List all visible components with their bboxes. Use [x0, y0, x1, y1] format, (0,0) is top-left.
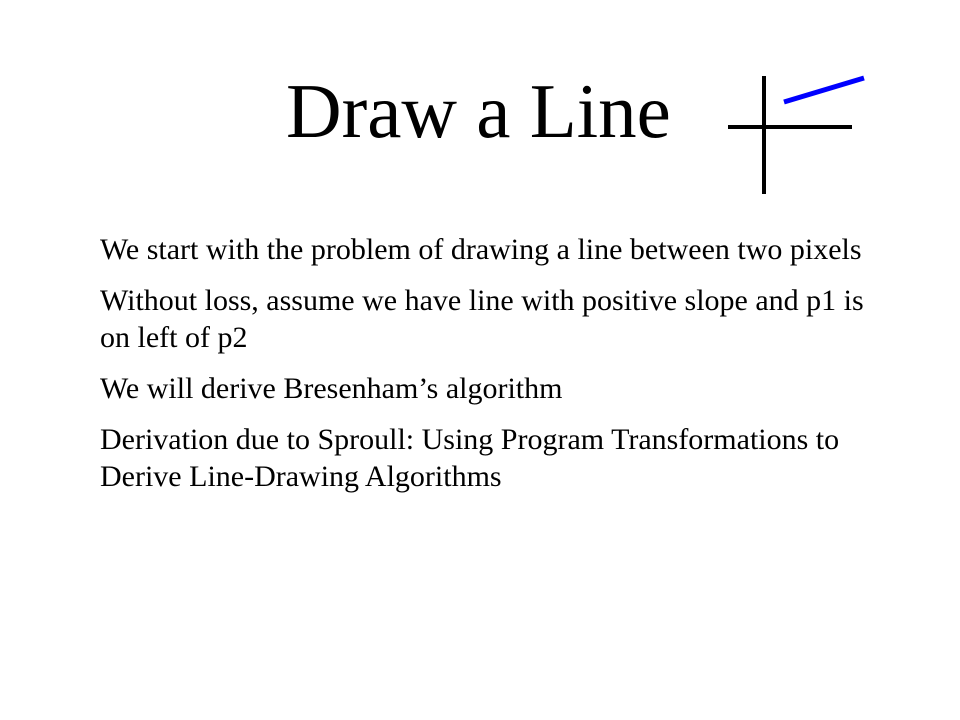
blue-line-segment	[784, 78, 864, 102]
bullet-item: Derivation due to Sproull: Using Program Transformations to Derive Line-Drawing Algorithms	[100, 423, 840, 493]
slide-title: Draw a Line	[286, 68, 671, 154]
bullet-item: Without loss, assume we have line with positive slope and p1 is on left of p2	[100, 284, 864, 354]
line-on-axes-icon	[720, 70, 870, 200]
bullet-item: We start with the problem of drawing a line between two pixels	[100, 233, 862, 266]
bullet-list	[100, 231, 890, 509]
bullet-item: We will derive Bresenham’s algorithm	[100, 372, 563, 405]
